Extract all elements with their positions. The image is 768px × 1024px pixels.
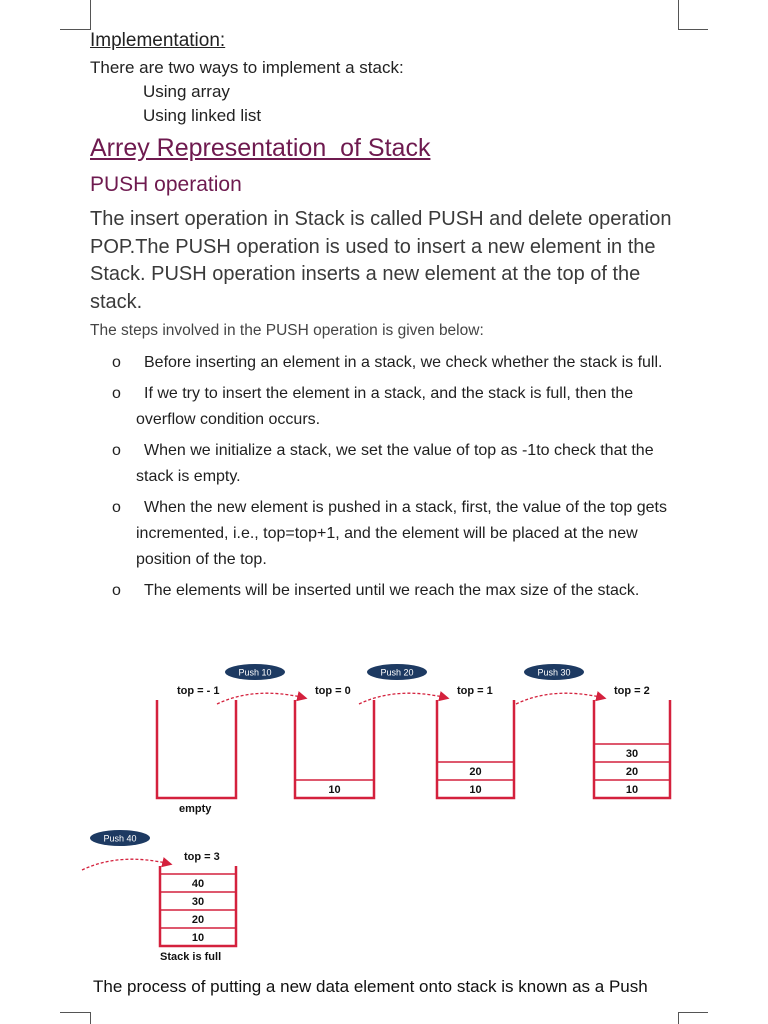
bullet-marker: o: [112, 582, 121, 599]
crop-mark: [60, 29, 90, 30]
stack-top-label: top = 2: [614, 685, 650, 697]
stack-push-diagram: [0, 667, 768, 970]
stack-cell-value: 30: [191, 896, 205, 908]
list-item: [112, 495, 692, 573]
push-arrow: [82, 859, 170, 870]
crop-mark: [678, 0, 679, 30]
section-subtitle: PUSH operation: [90, 173, 242, 196]
crop-mark: [678, 1012, 679, 1024]
step-text: Before inserting an element in a stack, we check whether the stack is full.: [144, 354, 663, 371]
implementation-intro: There are two ways to implement a stack:: [90, 58, 404, 77]
bullet-marker: o: [112, 354, 121, 371]
implementation-way-array: Using array: [143, 82, 230, 101]
stack-caption: Stack is full: [160, 951, 222, 963]
list-item: [112, 381, 692, 433]
bullet-marker: o: [112, 499, 121, 516]
push-arrow: [217, 693, 305, 704]
push-badge-label: Push 20: [380, 667, 414, 678]
step-text: If we try to insert the element in a stack, and the stack is full, then the overflow condition occurs.: [136, 385, 634, 428]
stack-cell-value: 40: [191, 878, 205, 890]
list-item: [112, 578, 692, 604]
bullet-marker: o: [112, 385, 121, 402]
crop-mark: [678, 1012, 708, 1013]
push-description: The insert operation in Stack is called PUSH and delete operation POP.The PUSH operation is used to insert a new element in the Stack. PUSH operation inserts a new element at the top of the stack.: [90, 208, 672, 313]
stack-top-label: top = - 1: [177, 685, 220, 697]
stack-caption: empty: [179, 803, 212, 815]
stack-cell-value: 20: [625, 766, 639, 778]
stack-top-label: top = 0: [315, 685, 351, 697]
stack-cell-value: 30: [625, 748, 639, 760]
crop-mark: [678, 29, 708, 30]
stack-cell-value: 10: [625, 784, 639, 796]
stack-cell-value: 10: [328, 784, 341, 796]
push-arrow: [516, 693, 604, 704]
step-text: The elements will be inserted until we reach the max size of the stack.: [144, 582, 640, 599]
stack-top-label: top = 1: [457, 685, 493, 697]
stack-cell-value: 20: [469, 766, 482, 778]
steps-intro: The steps involved in the PUSH operation is given below:: [90, 322, 484, 339]
steps-list: [112, 350, 692, 609]
section-title: Arrey Representation of Stack: [90, 134, 431, 162]
stack-cell-value: 10: [191, 932, 205, 944]
push-arrow: [359, 693, 447, 704]
footer-text: The process of putting a new data element onto stack is known as a Push: [93, 977, 648, 996]
list-item: [112, 438, 692, 490]
step-text: When the new element is pushed in a stack, first, the value of the top gets incremented, i.e., top=top+1, and the element will be placed at the new position of the top.: [136, 499, 667, 568]
bullet-marker: o: [112, 442, 121, 459]
push-badge-label: Push 10: [238, 667, 272, 678]
push-badge-label: Push 40: [103, 833, 137, 844]
stack-cell-value: 20: [191, 914, 205, 926]
crop-mark: [60, 1012, 90, 1013]
implementation-way-linked-list: Using linked list: [143, 106, 262, 125]
crop-mark: [90, 0, 91, 30]
push-badge-label: Push 30: [537, 667, 571, 678]
crop-mark: [90, 1012, 91, 1024]
stack-cell-value: 10: [469, 784, 482, 796]
implementation-heading: Implementation:: [90, 30, 226, 51]
list-item: [112, 350, 692, 376]
step-text: When we initialize a stack, we set the value of top as -1to check that the stack is empty.: [136, 442, 654, 485]
stack-container: [157, 700, 236, 798]
stack-top-label: top = 3: [184, 851, 220, 863]
